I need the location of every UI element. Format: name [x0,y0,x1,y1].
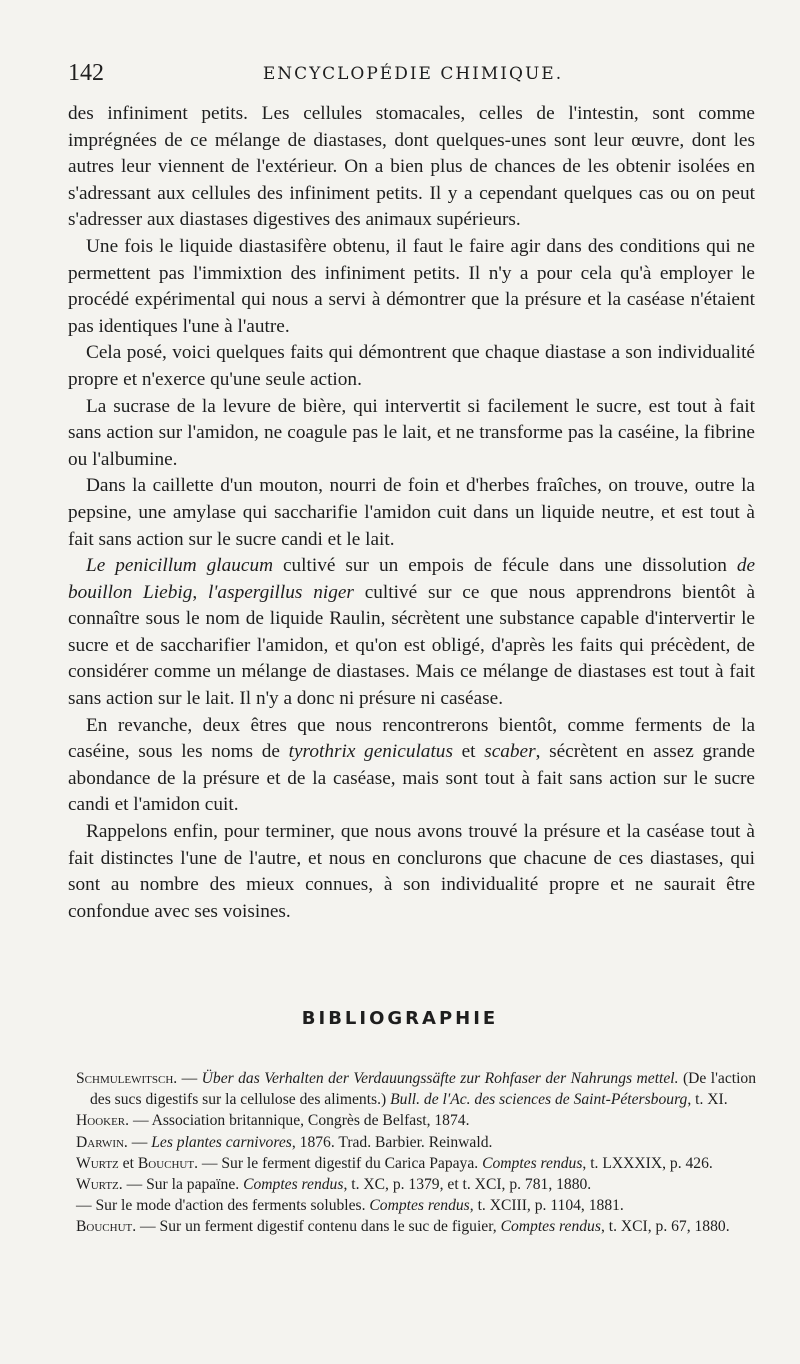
journal-title: Comptes rendus [369,1197,470,1215]
bibliography-entry [76,1068,756,1110]
medium-name: de bouillon Liebig [68,555,756,603]
bibliography-entry [76,1174,756,1195]
bibliography-entry [76,1132,756,1153]
entry-text: , t. XI. [687,1091,728,1109]
paragraph-6 [68,553,755,713]
author-name: Hooker. [76,1112,130,1130]
journal-title: Comptes rendus [482,1154,583,1172]
species-name: tyrothrix geniculatus [288,741,453,763]
paragraph-2: Une fois le liquide diastasifère obtenu, il faut le faire agir dans des conditions qui ne permettent pas l'immixtion des infiniment petits. Il n'y a pour cela qu'à employer le procédé expérimental qui nous a servi à démontrer que la présure et la caséase n'étaient pas identiques l'une à l'autre. [68,235,755,337]
paragraph-text: cultivé sur ce que nous apprendrons bientôt à connaître sous le nom de liquide Raulin, sécrètent une substance capable d'intervertir le sucre et de saccharifier l'amidon, et qu'on est obligé, d'après les faits qui précèdent, de considérer comme un mélange de diastases. Mais ce mélange de diastases est tout à fait sans action sur le lait. Il n'y a donc ni présure ni caséase. [68,581,755,710]
bibliography-entry [76,1195,756,1216]
bibliography-entry [76,1110,756,1131]
paragraph-5: Dans la caillette d'un mouton, nourri de foin et d'herbes fraîches, on trouve, outre la pepsine, une amylase qui saccharifie l'amidon cuit dans un liquide neutre, et est tout à fait sans action sur le sucre candi et le lait. [68,475,755,550]
author-name: Wurtz [76,1154,119,1172]
bibliography-entry [76,1153,756,1174]
entry-text: (De l'action des sucs digestifs sur la cellulose des aliments.) [90,1070,757,1109]
running-title: ENCYCLOPÉDIE CHIMIQUE. [262,64,564,84]
journal-title: Bull. de l'Ac. des sciences de Saint-Pétersbourg [390,1091,688,1109]
paragraph-text: et [452,741,485,763]
entry-text: — Sur le ferment digestif du Carica Papaya. [197,1154,483,1172]
entry-text: et [118,1154,138,1172]
bibliography-title: BIBLIOGRAPHIE [301,1008,499,1029]
entry-text: — [177,1070,202,1087]
paragraph-text: En revanche, deux êtres que nous rencontrerons bientôt, comme ferments de la caséine, sous les noms de [68,714,755,763]
species-name: scaber [484,741,536,763]
journal-title: Comptes rendus [500,1218,601,1236]
author-name: Schmulewitsch. [76,1070,178,1087]
entry-text: , 1876. Trad. Barbier. Reinwald. [291,1133,493,1151]
page-number: 142 [68,60,104,86]
author-name: Bouchut. [137,1154,198,1172]
bibliography-list [76,1068,756,1238]
paragraph-text: , [192,581,208,603]
bibliography-entry [76,1216,756,1237]
paragraph-1: des infiniment petits. Les cellules stomacales, celles de l'intestin, sont comme imprégnées de ce mélange de diastases, dont quelques-unes sont leur œuvre, dont les autres leur viennent de l'extérieur. On a bien plus de chances de les obtenir isolées en s'adressant aux cellules des infiniment petits. Il y a cependant quelques cas ou on peut s'adresser aux diastases digestives des animaux supérieurs. [68,103,755,231]
paragraph-text: , sécrètent en assez grande abondance de la présure et de la caséase, mais sont tout à fait sans action sur le sucre candi et l'amidon cuit. [68,741,755,816]
entry-text: , t. XCIII, p. 1104, 1881. [469,1197,624,1215]
entry-text: — [127,1133,152,1151]
work-title: Über das Verhalten der Verdauungssäfte zur Rohfaser der Nahrungs mettel. [201,1070,679,1087]
entry-text: — Sur la papaïne. [122,1176,244,1194]
entry-text: — Association britannique, Congrès de Belfast, 1874. [129,1112,470,1130]
author-name: Darwin. [76,1133,128,1151]
paragraph-8: Rappelons enfin, pour terminer, que nous avons trouvé la présure et la caséase tout à fait distinctes l'une de l'autre, et nous en conclurons que chacune de ces diastases, qui sont au nombre des mieux connues, à son individualité propre et ne saurait être confondue avec ses voisines. [68,821,755,922]
species-name: l'aspergillus niger [207,581,354,603]
entry-text: , t. XCI, p. 67, 1880. [600,1218,730,1236]
page-header [68,60,758,90]
entry-text: , t. XC, p. 1379, et t. XCI, p. 781, 1880. [343,1176,592,1194]
journal-title: Comptes rendus [243,1176,344,1194]
species-name: Le penicillum glaucum [86,555,274,577]
author-name: Wurtz. [76,1176,123,1194]
paragraph-3: Cela posé, voici quelques faits qui démontrent que chaque diastase a son individualité propre et n'exerce qu'une seule action. [68,342,755,390]
entry-text: — Sur un ferment digestif contenu dans le suc de figuier, [136,1218,501,1236]
paragraph-7 [68,713,755,819]
paragraph-text: cultivé sur un empois de fécule dans une dissolution [273,555,737,577]
entry-text: , t. LXXXIX, p. 426. [582,1154,713,1172]
body-text [68,101,755,925]
author-name: Bouchut. [76,1218,137,1236]
paragraph-4: La sucrase de la levure de bière, qui intervertit si facilement le sucre, est tout à fait sans action sur l'amidon, ne coagule pas le lait, et ne transforme pas la caséine, la fibrine ou l'albumine. [68,395,755,470]
work-title: Les plantes carnivores [151,1133,292,1151]
entry-text: — Sur le mode d'action des ferments solubles. [76,1197,370,1215]
